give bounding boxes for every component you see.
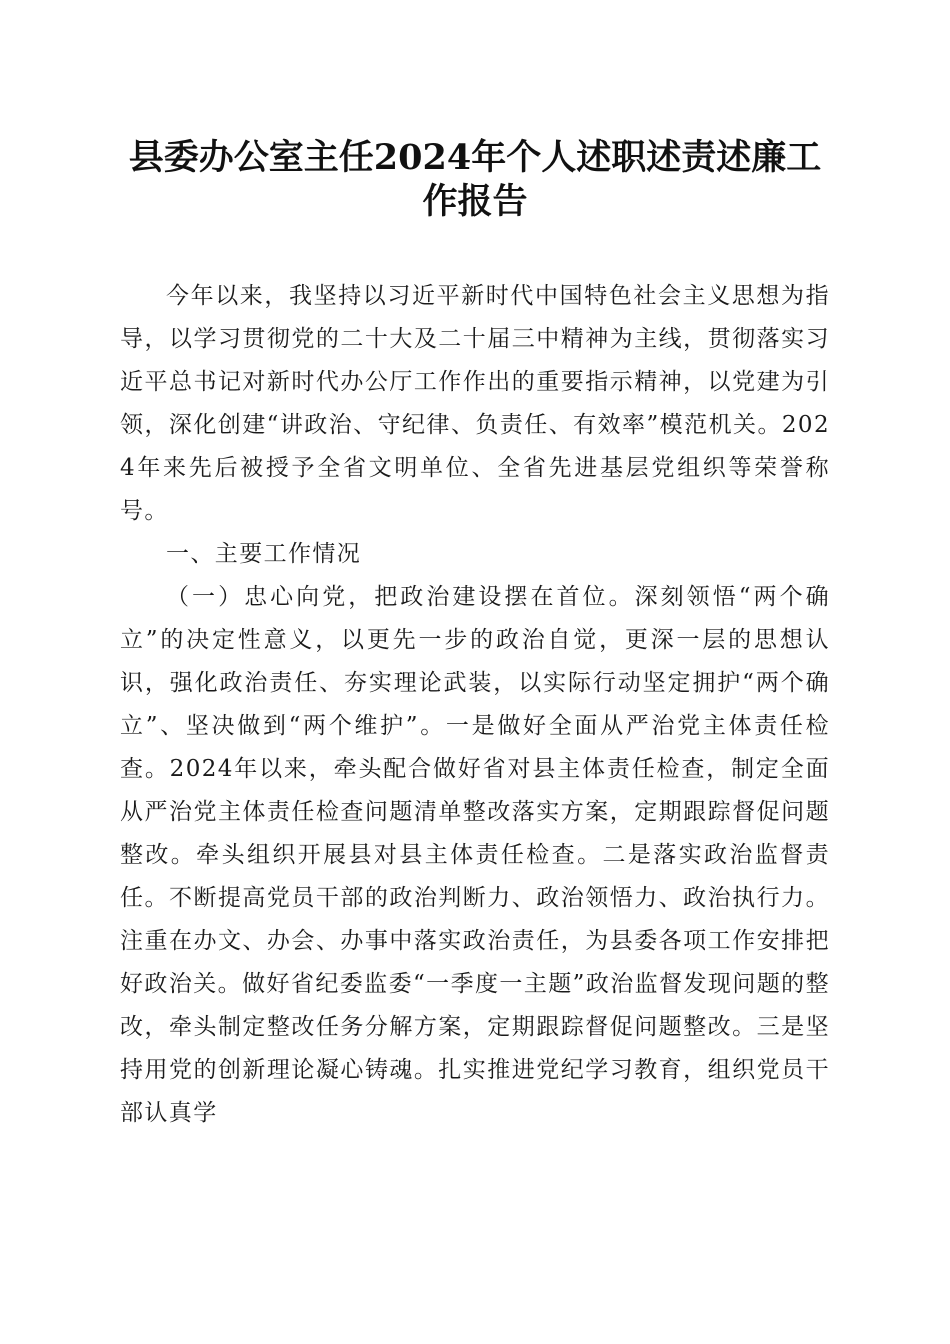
subsection-body: 深刻领悟“两个确立”的决定性意义，以更先一步的政治自觉，更深一层的思想认识，强化政治责任、夯实理论武装，以实际行动坚定拥护“两个确立”、坚决做到“两个维护”。一是做好全面从严治党主体责任检查。2024年以来，牵头配合做好省对县主体责任检查，制定全面从严治党主体责任检查问题清单整改落实方案，定期跟踪督促问题整改。牵头组织开展县对县主体责任检查。二是落实政治监督责任。不断提高党员干部的政治判断力、政治领悟力、政治执行力。注重在办文、办会、办事中落实政治责任，为县委各项工作安排把好政治关。做好省纪委监委“一季度一主题”政治监督发现问题的整改，牵头制定整改任务分解方案，定期跟踪督促问题整改。三是坚持用党的创新理论凝心铸魂。扎实推进党纪学习教育，组织党员干部认真学 bbox=[120, 584, 830, 1126]
section-heading: 一、主要工作情况 bbox=[166, 541, 362, 567]
subsection-title: （一）忠心向党，把政治建设摆在首位。 bbox=[166, 584, 635, 610]
subsection-paragraph bbox=[120, 576, 830, 1135]
document-body bbox=[120, 275, 830, 1135]
document-title: 县委办公室主任2024年个人述职述责述廉工作报告 bbox=[128, 137, 822, 222]
intro-paragraph: 今年以来，我坚持以习近平新时代中国特色社会主义思想为指导，以学习贯彻党的二十大及二十届三中精神为主线，贯彻落实习近平总书记对新时代办公厅工作作出的重要指示精神，以党建为引领，深化创建“讲政治、守纪律、负责任、有效率”模范机关。2024年来先后被授予全省文明单位、全省先进基层党组织等荣誉称号。 bbox=[120, 283, 830, 524]
